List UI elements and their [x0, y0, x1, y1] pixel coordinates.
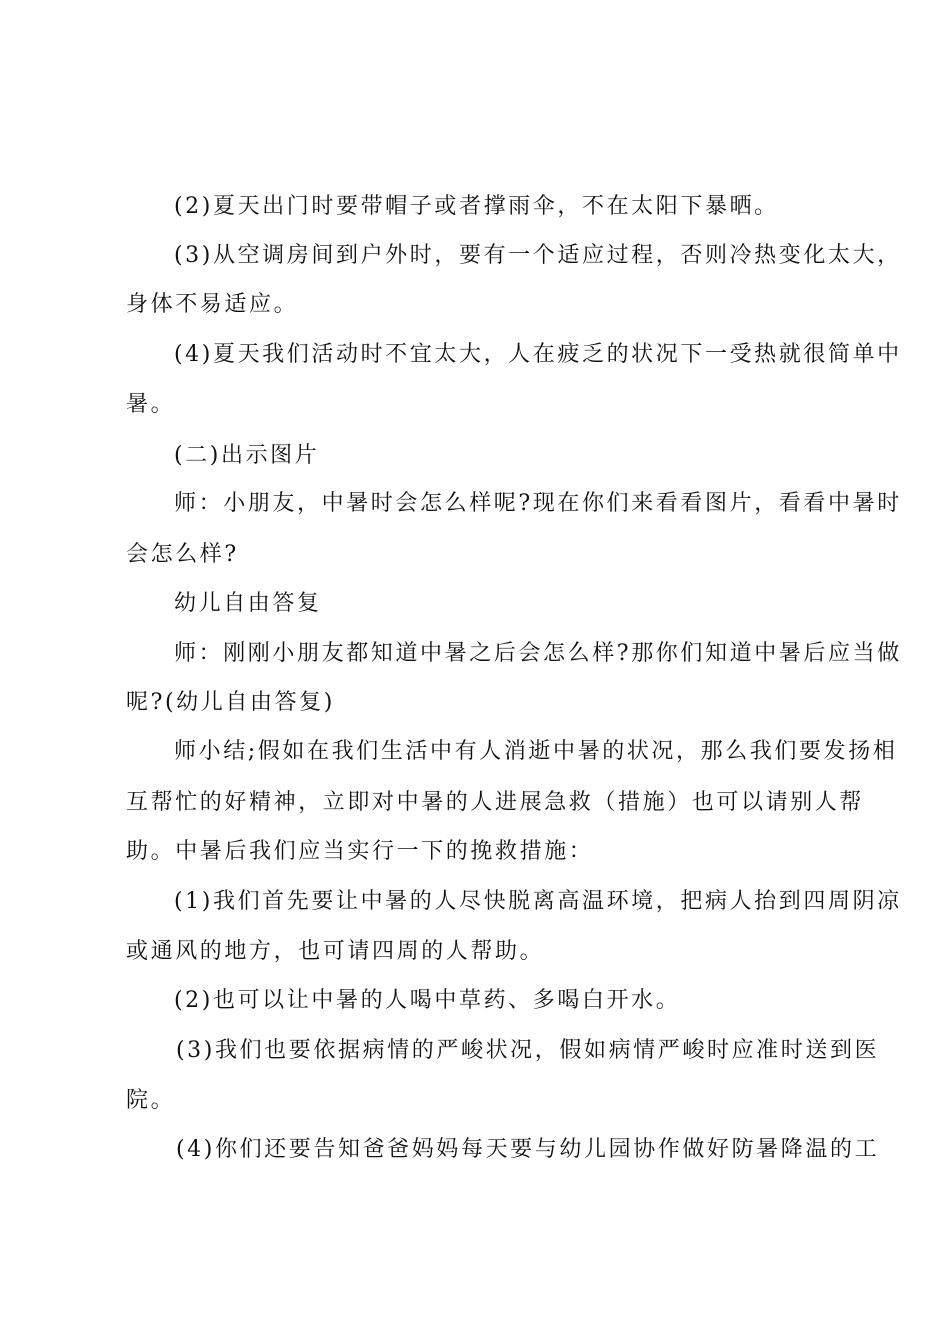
text-line: 师：刚刚小朋友都知道中暑之后会怎么样?那你们知道中暑后应当做 [174, 641, 902, 666]
text-line: 身体不易适应。 [126, 292, 299, 317]
text-line: (4)夏天我们活动时不宜太大，人在疲乏的状况下一受热就很简单中 [174, 342, 902, 367]
text-line: (4)你们还要告知爸爸妈妈每天要与幼儿园协作做好防暑降温的工 [176, 1137, 880, 1162]
text-line: 或通风的地方，也可请四周的人帮助。 [126, 939, 545, 964]
text-line: (2)夏天出门时要带帽子或者撑雨伞，不在太阳下暴晒。 [174, 194, 779, 219]
text-line: (3)我们也要依据病情的严峻状况，假如病情严峻时应准时送到医 [176, 1038, 880, 1063]
text-line: 助。中暑后我们应当实行一下的挽救措施： [126, 839, 594, 864]
text-line: (3)从空调房间到户外时，要有一个适应过程，否则冷热变化太大， [174, 243, 902, 268]
text-line: 师：小朋友，中暑时会怎么样呢?现在你们来看看图片，看看中暑时 [174, 491, 902, 516]
text-line: 暑。 [126, 392, 176, 417]
text-line: 幼儿自由答复 [174, 591, 322, 616]
text-line: 互帮忙的好精神，立即对中暑的人进展急救（措施）也可以请别人帮 [126, 790, 865, 815]
section-heading: (二)出示图片 [174, 443, 320, 468]
text-line: 会怎么样? [126, 542, 239, 567]
text-line: 呢?(幼儿自由答复) [126, 690, 335, 715]
text-line: 院。 [126, 1088, 176, 1113]
text-line: 师小结;假如在我们生活中有人消逝中暑的状况，那么我们要发扬相 [174, 739, 898, 764]
text-line: (2)也可以让中暑的人喝中草药、多喝白开水。 [174, 988, 681, 1013]
text-line: (1)我们首先要让中暑的人尽快脱离高温环境，把病人抬到四周阴凉 [174, 889, 902, 914]
